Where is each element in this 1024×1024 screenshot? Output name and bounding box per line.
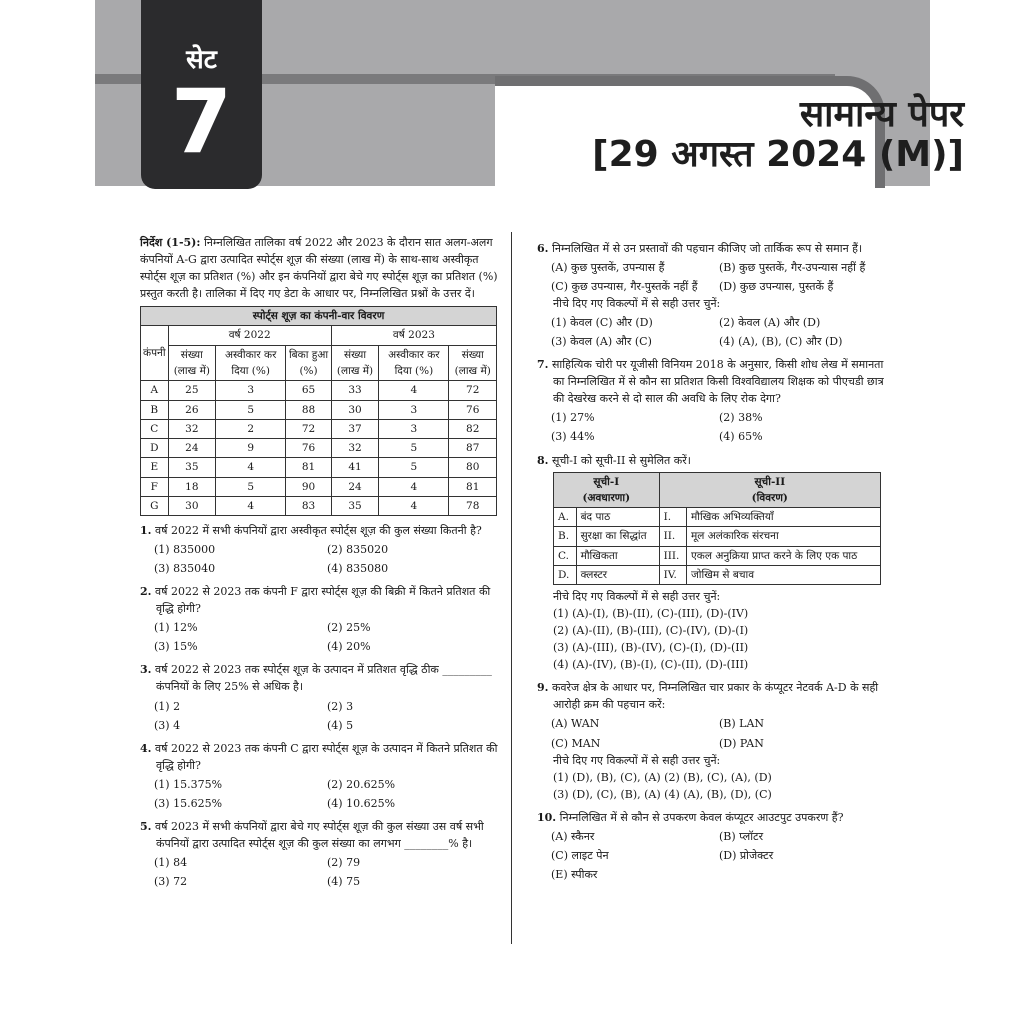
match-cell: एकल अनुक्रिया प्राप्त करने के लिए एक पाठ <box>687 546 881 565</box>
option: (4) 835080 <box>327 562 389 576</box>
option: (3) 15.625% <box>154 796 223 810</box>
q9-item: (C) MAN <box>551 736 601 750</box>
q10-item: (A) स्कैनर <box>551 829 595 843</box>
q9-item: (B) LAN <box>719 717 765 731</box>
paper-title: सामान्य पेपर <box>799 94 964 135</box>
option: (3) 15% <box>154 640 198 654</box>
column-header: बिका हुआ (%) <box>286 345 332 381</box>
table-cell: 30 <box>168 496 216 515</box>
option: (2) 25% <box>327 621 371 635</box>
question-body: वर्ष 2023 में सभी कंपनियों द्वारा बेचे गए स्पोर्ट्स शूज़ की कुल संख्या उस वर्ष सभी कंपनियों द्वारा उत्पादित स्पोर्ट्स शूज़ की कुल संख्या का लगभग ________% है। <box>154 819 484 850</box>
q7-option: (2) 38% <box>719 411 763 425</box>
q6-statements <box>537 259 887 295</box>
q9-option: (1) (D), (B), (C), (A) (2) (B), (C), (A), (D) <box>553 770 772 784</box>
question-number: 3. <box>140 663 152 677</box>
company-cell: G <box>141 496 169 515</box>
match-cell: मौखिकता <box>576 546 659 565</box>
q10-item: (E) स्पीकर <box>551 867 598 881</box>
q8-instruction: नीचे दिए गए विकल्पों में से सही उत्तर चुनें: <box>553 590 721 604</box>
directions <box>140 234 500 302</box>
table-cell: 35 <box>331 496 379 515</box>
q7-option: (4) 65% <box>719 430 763 444</box>
table-cell: 72 <box>286 419 332 438</box>
set-label: सेट <box>186 45 217 75</box>
list2-subtitle: (विवरण) <box>751 491 788 504</box>
table-row <box>141 458 497 477</box>
directions-text: निम्नलिखित तालिका वर्ष 2022 और 2023 के दौरान सात अलग-अलग कंपनियों A-G द्वारा उत्पादित स्पोर्ट्स शूज़ की संख्या (लाख में) के साथ-साथ अस्वीकृत स्पोर्ट्स शूज़ का प्रतिशत (%) और इन कंपनियों द्वारा बेचे गए स्पोर्ट्स शूज़ का प्रतिशत (%) प्रस्तुत करती है। तालिका में दिए गए डेटा के आधार पर, निम्नलिखित प्रश्नों के उत्तर दें। <box>140 236 498 301</box>
table-cell: 4 <box>379 496 449 515</box>
table-cell: 65 <box>286 381 332 400</box>
list1-subtitle: (अवधारणा) <box>582 491 631 504</box>
match-cell: II. <box>659 527 686 546</box>
table-cell: 2 <box>216 419 286 438</box>
match-cell: जोखिम से बचाव <box>687 565 881 584</box>
table-row <box>141 477 497 496</box>
q6-statement: (C) कुछ उपन्यास, गैर-पुस्तकें नहीं हैं <box>551 280 698 294</box>
q7-number: 7. <box>537 358 549 372</box>
q9-number: 9. <box>537 681 549 695</box>
question-9 <box>537 679 887 802</box>
question-5 <box>140 818 500 890</box>
table-cell: 5 <box>216 477 286 496</box>
question-options <box>140 776 500 812</box>
table-cell: 32 <box>168 419 216 438</box>
column-header: संख्या (लाख में) <box>449 345 497 381</box>
question-text <box>140 740 500 774</box>
q6-options <box>537 314 887 350</box>
q9-instruction: नीचे दिए गए विकल्पों में से सही उत्तर चुनें: <box>553 753 721 767</box>
match-cell: मूल अलंकारिक संरचना <box>687 527 881 546</box>
table-cell: 78 <box>449 496 497 515</box>
match-row <box>554 546 881 565</box>
table-cell: 4 <box>379 477 449 496</box>
table-cell: 5 <box>379 458 449 477</box>
option: (4) 20% <box>327 640 371 654</box>
year-2022-header: वर्ष 2022 <box>168 326 331 345</box>
question-number: 2. <box>140 585 152 599</box>
company-cell: A <box>141 381 169 400</box>
q7-option: (1) 27% <box>551 411 595 425</box>
table-row <box>141 381 497 400</box>
table-cell: 72 <box>449 381 497 400</box>
table-cell: 3 <box>216 381 286 400</box>
q6-option: (2) केवल (A) और (D) <box>719 316 821 330</box>
q9-items <box>537 715 887 751</box>
option: (3) 4 <box>154 718 181 732</box>
match-cell: सुरक्षा का सिद्धांत <box>576 527 659 546</box>
option: (4) 75 <box>327 874 361 888</box>
match-cell: IV. <box>659 565 686 584</box>
column-divider <box>511 232 512 944</box>
table-cell: 80 <box>449 458 497 477</box>
directions-label: निर्देश (1-5): <box>140 236 201 249</box>
match-table <box>553 472 881 586</box>
option: (1) 12% <box>154 621 198 635</box>
option: (2) 3 <box>327 699 354 713</box>
match-cell: I. <box>659 508 686 527</box>
table-row <box>141 419 497 438</box>
q8-text: सूची-I को सूची-II से सुमेलित करें। <box>551 453 691 467</box>
q10-item: (C) लाइट पेन <box>551 848 609 862</box>
table-cell: 4 <box>379 381 449 400</box>
left-column <box>140 234 500 890</box>
q6-text: निम्नलिखित में से उन प्रस्तावों की पहचान कीजिए जो तार्किक रूप से समान हैं। <box>551 242 863 255</box>
question-options <box>140 619 500 655</box>
company-cell: B <box>141 400 169 419</box>
option: (1) 84 <box>154 855 188 869</box>
table-cell: 76 <box>286 439 332 458</box>
table-cell: 41 <box>331 458 379 477</box>
column-header: संख्या (लाख में) <box>331 345 379 381</box>
question-8 <box>537 452 887 674</box>
q6-number: 6. <box>537 242 549 255</box>
right-column <box>537 234 887 883</box>
q10-number: 10. <box>537 810 557 824</box>
match-cell: D. <box>554 565 577 584</box>
match-cell: मौखिक अभिव्यक्तियाँ <box>687 508 881 527</box>
table-cell: 81 <box>449 477 497 496</box>
q6-statement: (B) कुछ पुस्तकें, गैर-उपन्यास नहीं हैं <box>719 261 866 275</box>
question-text <box>140 818 500 852</box>
table-cell: 30 <box>331 400 379 419</box>
column-header: अस्वीकार कर दिया (%) <box>216 345 286 381</box>
q7-options <box>537 409 887 445</box>
table-cell: 83 <box>286 496 332 515</box>
question-number: 5. <box>140 819 152 833</box>
question-number: 1. <box>140 524 152 538</box>
table-cell: 18 <box>168 477 216 496</box>
question-text <box>140 522 500 539</box>
question-6 <box>537 240 887 350</box>
table-row <box>141 496 497 515</box>
table-cell: 87 <box>449 439 497 458</box>
question-body: वर्ष 2022 से 2023 तक कंपनी F द्वारा स्पोर्ट्स शूज़ की बिक्री में कितने प्रतिशत की वृद्धि होगी? <box>154 585 491 616</box>
match-body <box>554 508 881 585</box>
table-cell: 90 <box>286 477 332 496</box>
q8-option: (3) (A)-(III), (B)-(IV), (C)-(I), (D)-(II) <box>553 641 749 655</box>
table-cell: 3 <box>379 419 449 438</box>
list2-title: सूची-II <box>754 475 786 488</box>
q9-option: (3) (D), (C), (B), (A) (4) (A), (B), (D), (C) <box>553 787 772 801</box>
option: (2) 835020 <box>327 543 389 557</box>
table-cell: 26 <box>168 400 216 419</box>
q9-item: (A) WAN <box>551 717 600 731</box>
q8-option: (4) (A)-(IV), (B)-(I), (C)-(II), (D)-(III) <box>553 658 749 672</box>
q9-item: (D) PAN <box>719 736 764 750</box>
option: (3) 72 <box>154 874 188 888</box>
question-4 <box>140 740 500 812</box>
table-cell: 4 <box>216 496 286 515</box>
question-body: वर्ष 2022 से 2023 तक कंपनी C द्वारा स्पोर्ट्स शूज़ के उत्पादन में कितने प्रतिशत की वृद्धि होगी? <box>154 741 498 772</box>
question-10 <box>537 809 887 883</box>
table-row <box>141 400 497 419</box>
left-questions <box>140 522 500 890</box>
q10-item: (B) प्लॉटर <box>719 829 764 843</box>
table-cell: 5 <box>216 400 286 419</box>
q6-statement: (D) कुछ उपन्यास, पुस्तकें हैं <box>719 280 834 294</box>
table-cell: 76 <box>449 400 497 419</box>
option: (1) 2 <box>154 699 181 713</box>
match-row <box>554 527 881 546</box>
table-row <box>141 439 497 458</box>
q6-option: (3) केवल (A) और (C) <box>551 335 652 349</box>
set-number: 7 <box>170 70 233 173</box>
question-3 <box>140 661 500 733</box>
column-header: संख्या (लाख में) <box>168 345 216 381</box>
table-cell: 82 <box>449 419 497 438</box>
q10-text: निम्नलिखित में से कौन से उपकरण केवल कंप्यूटर आउटपुट उपकरण हैं? <box>559 810 844 824</box>
table-cell: 24 <box>168 439 216 458</box>
q6-statement: (A) कुछ पुस्तकें, उपन्यास हैं <box>551 261 665 275</box>
table-cell: 37 <box>331 419 379 438</box>
question-1 <box>140 522 500 577</box>
set-tab <box>141 0 262 189</box>
table-body <box>141 381 497 516</box>
table-cell: 35 <box>168 458 216 477</box>
table-cell: 88 <box>286 400 332 419</box>
q10-item: (D) प्रोजेक्टर <box>719 848 774 862</box>
question-7 <box>537 356 887 445</box>
option: (1) 15.375% <box>154 777 223 791</box>
table-cell: 3 <box>379 400 449 419</box>
match-cell: बंद पाठ <box>576 508 659 527</box>
table-cell: 24 <box>331 477 379 496</box>
match-cell: C. <box>554 546 577 565</box>
subheader-row <box>141 345 497 381</box>
q6-option: (1) केवल (C) और (D) <box>551 316 653 330</box>
q10-items <box>537 828 887 883</box>
column-header: अस्वीकार कर दिया (%) <box>379 345 449 381</box>
q6-option: (4) (A), (B), (C) और (D) <box>719 335 843 349</box>
option: (2) 79 <box>327 855 361 869</box>
list1-title: सूची-I <box>593 475 620 488</box>
q7-option: (3) 44% <box>551 430 595 444</box>
table-cell: 32 <box>331 439 379 458</box>
question-body: वर्ष 2022 से 2023 तक स्पोर्ट्स शूज़ के उत्पादन में प्रतिशत वृद्धि ठीक _________ कंपनियों के लिए 25% से अधिक है। <box>154 663 492 694</box>
table-cell: 81 <box>286 458 332 477</box>
company-cell: E <box>141 458 169 477</box>
q8-number: 8. <box>537 453 549 467</box>
match-row <box>554 565 881 584</box>
data-table <box>140 306 497 516</box>
question-options <box>140 854 500 890</box>
match-cell: III. <box>659 546 686 565</box>
option: (3) 835040 <box>154 562 216 576</box>
question-text <box>140 583 500 617</box>
paper-date: [29 अगस्त 2024 (M)] <box>592 134 964 175</box>
question-body: वर्ष 2022 में सभी कंपनियों द्वारा अस्वीकृत स्पोर्ट्स शूज़ की कुल संख्या कितनी है? <box>154 524 482 538</box>
question-number: 4. <box>140 741 152 755</box>
company-cell: D <box>141 439 169 458</box>
q6-instruction: नीचे दिए गए विकल्पों में से सही उत्तर चुनें: <box>553 297 721 311</box>
company-cell: F <box>141 477 169 496</box>
q8-option: (1) (A)-(I), (B)-(II), (C)-(III), (D)-(IV) <box>553 607 749 621</box>
table-cell: 9 <box>216 439 286 458</box>
question-options <box>140 541 500 577</box>
year-2023-header: वर्ष 2023 <box>331 326 496 345</box>
q9-text: कवरेज क्षेत्र के आधार पर, निम्नलिखित चार प्रकार के कंप्यूटर नेटवर्क A-D के सही आरोही क्रम की पहचान करें: <box>551 681 879 712</box>
table-cell: 5 <box>379 439 449 458</box>
option: (1) 835000 <box>154 543 216 557</box>
table-cell: 25 <box>168 381 216 400</box>
table-cell: 4 <box>216 458 286 477</box>
company-cell: C <box>141 419 169 438</box>
match-cell: A. <box>554 508 577 527</box>
match-cell: क्लस्टर <box>576 565 659 584</box>
option: (4) 10.625% <box>327 796 396 810</box>
q8-option: (2) (A)-(II), (B)-(III), (C)-(IV), (D)-(I) <box>553 624 749 638</box>
match-row <box>554 508 881 527</box>
list1-header <box>554 472 660 508</box>
company-header: कंपनी <box>141 326 169 381</box>
question-text <box>140 661 500 695</box>
question-2 <box>140 583 500 655</box>
question-options <box>140 698 500 734</box>
match-cell: B. <box>554 527 577 546</box>
table-caption: स्पोर्ट्स शूज़ का कंपनी-वार विवरण <box>141 307 497 326</box>
q7-text: साहित्यिक चोरी पर यूजीसी विनियम 2018 के अनुसार, किसी शोध लेख में समानता का निम्नलिखित में से कौन सा प्रतिशत किसी विश्वविद्यालय शिक्षक को पीएचडी छात्र की देखरेख करने से दो साल की अवधि के लिए रोक देगा? <box>551 358 884 406</box>
option: (2) 20.625% <box>327 777 396 791</box>
list2-header <box>659 472 880 508</box>
table-cell: 33 <box>331 381 379 400</box>
option: (4) 5 <box>327 718 354 732</box>
